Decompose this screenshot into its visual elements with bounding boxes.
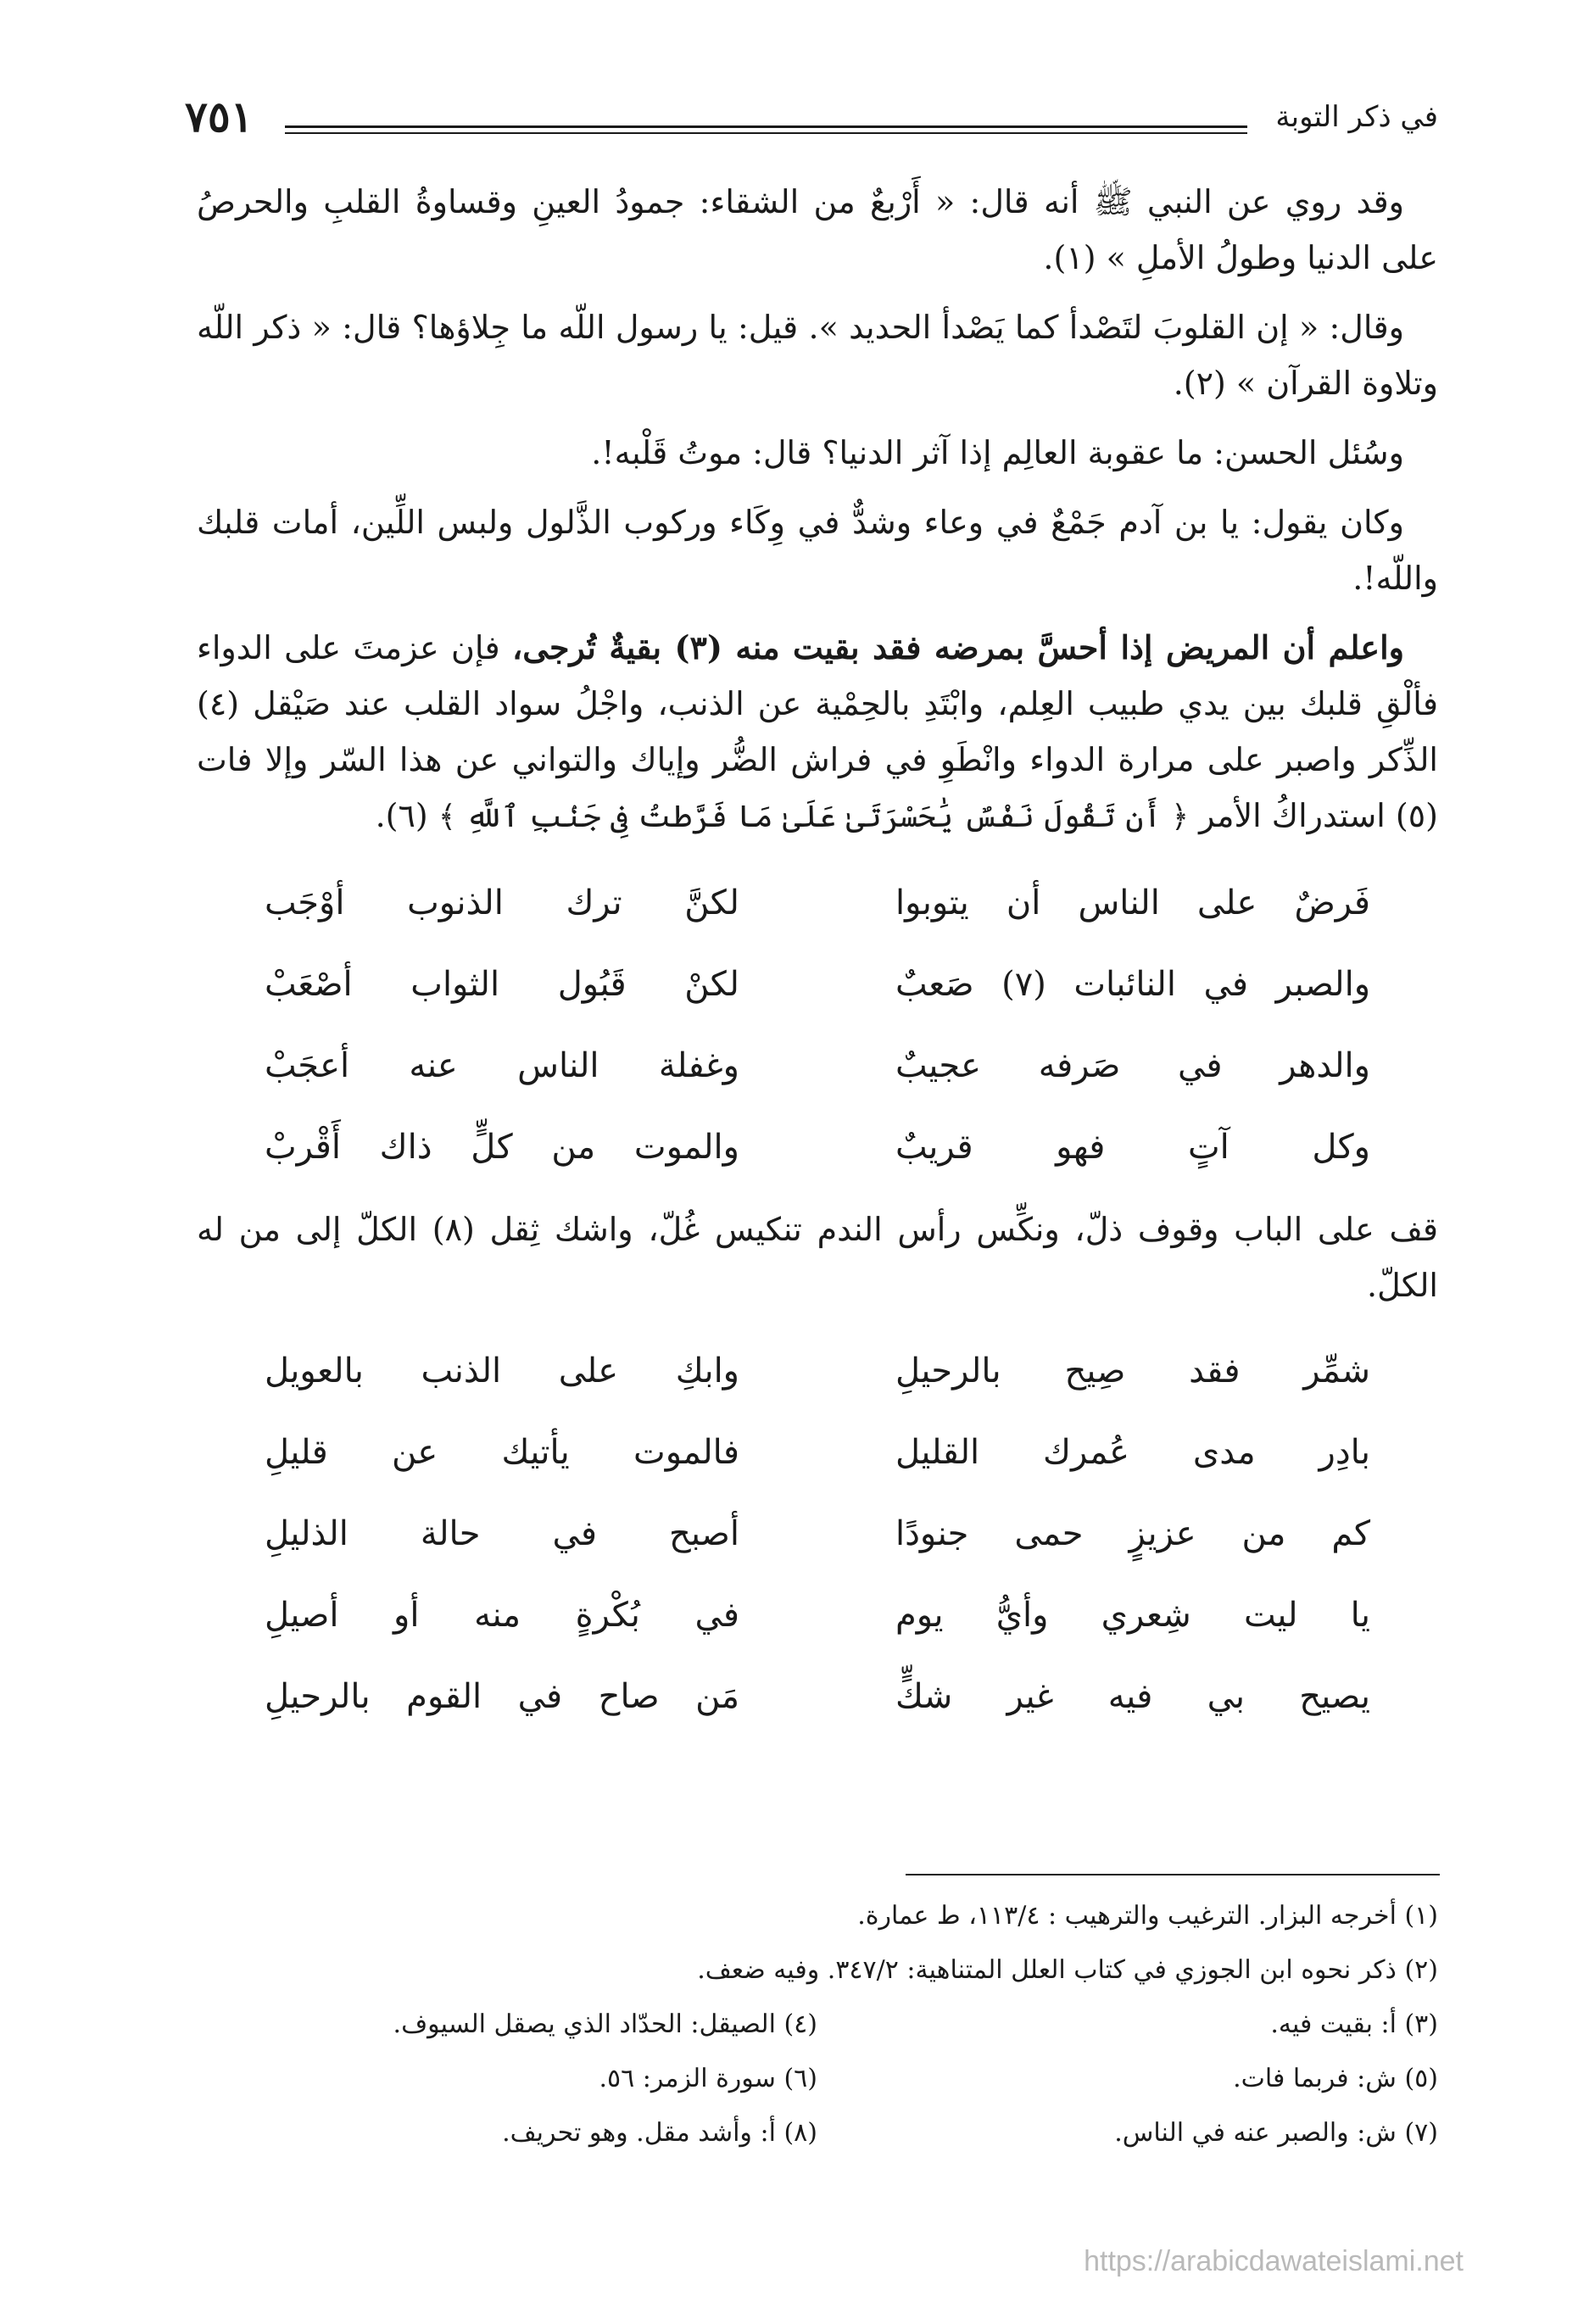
- footnote-row: [197, 1943, 1438, 1998]
- verse: [265, 944, 1370, 1025]
- paragraph-hadith-four: وقد روي عن النبي ﷺ أنه قال: « أَرْبعٌ من الشقاء: جمودُ العينِ وقساوةُ القلبِ والحرصُ على الدنيا وطولُ الأملِ » (١).: [197, 183, 1438, 276]
- footnote-separator: [906, 1874, 1440, 1875]
- verse: [265, 862, 1370, 944]
- verse-first-hemistich: يا ليت شِعري وأيُّ يوم: [895, 1596, 1370, 1635]
- verse-first-hemistich: والصبر في النائبات (٧) صَعبٌ: [895, 965, 1371, 1004]
- verse-second-hemistich: في بُكْرةٍ منه أو أصيلِ: [265, 1596, 739, 1635]
- verse-first-hemistich: يصيح بي فيه غير شكٍّ: [895, 1677, 1370, 1716]
- footnote-5: (٥) ش: فربما فات.: [1233, 2064, 1438, 2093]
- verse-second-hemistich: وغفلة الناس عنه أعجَبْ: [265, 1046, 739, 1085]
- verse-second-hemistich: والموت من كلٍّ ذاك أَقْربْ: [265, 1128, 739, 1167]
- verse-second-hemistich: أصبح في حالة الذليلِ: [265, 1514, 739, 1553]
- verse-first-hemistich: بادِر مدى عُمرك القليل: [895, 1433, 1370, 1472]
- verse-second-hemistich: لكنَّ ترك الذنوب أوْجَب: [265, 883, 739, 922]
- verse-first-hemistich: وكل آتٍ فهو قريبٌ: [895, 1128, 1370, 1167]
- quran-verse: ﴿ أَن تَقُولَ نَفْسٌ يَٰحَسْرَتَىٰ عَلَىٰ مَا فَرَّطتُ فِى جَنۢبِ ٱللَّهِ ﴾: [438, 800, 1190, 834]
- verse: [265, 1493, 1370, 1574]
- verse-first-hemistich: شمِّر فقد صِيح بالرحيلِ: [895, 1351, 1370, 1390]
- chapter-title: في ذكر التوبة: [1275, 100, 1438, 134]
- verse: [265, 1330, 1370, 1412]
- footnote-7: (٧) ش: والصبر عنه في الناس.: [1114, 2118, 1438, 2148]
- paragraph-hasan-saying: وكان يقول: يا بن آدم جَمْعٌ في وعاء وشدٌّ في وِكَاء وركوب الذَّلول ولبس اللِّين، أمات قلبك واللّه!.: [197, 504, 1438, 597]
- footnotes: [197, 1889, 1438, 2160]
- verse-second-hemistich: مَن صاح في القوم بالرحيلِ: [265, 1677, 739, 1716]
- paragraph-body: فإن عزمتَ على الدواء فألْقِ قلبك بين يدي طبيب العِلم، وابْتَدِ بالحِمْية عن الذنب، واجْلُ سواد القلب عند صَيْقل (٤) الذِّكر واصبر على مرارة الدواء وانْطَوِ في فراش الضُّر وإياك والتواني عن هذا السّر وإلا فات (٥) استدراكُ الأمر: [197, 629, 1438, 834]
- paragraph-lead: واعلم أن المريض إذا أحسَّ بمرضه فقد بقيت منه (٣) بقيةٌ تُرجى،: [512, 628, 1404, 666]
- header-rule-thin: [285, 132, 1247, 134]
- verse-first-hemistich: فَرضٌ على الناس أن يتوبوا: [895, 883, 1370, 922]
- header-rule: [285, 125, 1247, 128]
- verse-second-hemistich: لكنْ قَبُول الثواب أصْعَبْ: [265, 965, 739, 1004]
- verse-second-hemistich: وابكِ على الذنب بالعويل: [265, 1351, 739, 1390]
- footnote-4: (٤) الصيقل: الحدّاد الذي يصقل السيوف.: [393, 2009, 817, 2039]
- verse: [265, 1025, 1370, 1106]
- paragraph-stand-at-door: قف على الباب وقوف ذلّ، ونكِّس رأس الندم تنكيس غُلّ، واشك ثِقل (٨) الكلّ إلى من له الكلّ.: [197, 1211, 1438, 1304]
- verse: [265, 1412, 1370, 1493]
- footnote-1: (١) أخرجه البزار. الترغيب والترهيب : ١١٣/٤، ط عمارة.: [857, 1901, 1438, 1931]
- page-number: ٧٥١: [185, 92, 254, 142]
- footnote-row: [197, 2106, 1438, 2160]
- footnote-row: [197, 1998, 1438, 2052]
- poem-departure: [197, 1330, 1438, 1737]
- verse-second-hemistich: فالموت يأتيك عن قليلِ: [265, 1433, 739, 1472]
- footnote-2: (٢) ذكر نحوه ابن الجوزي في كتاب العلل المتناهية: ٣٤٧/٢. وفيه ضعف.: [697, 1955, 1438, 1985]
- main-text: [197, 174, 1438, 1751]
- paragraph-hasan-question: وسُئل الحسن: ما عقوبة العالِم إذا آثر الدنيا؟ قال: موتُ قَلْبه!.: [591, 434, 1404, 471]
- footnote-row: [197, 1889, 1438, 1943]
- footnote-row: [197, 2052, 1438, 2106]
- verse-first-hemistich: كم من عزيزٍ حمى جنودًا: [895, 1514, 1370, 1553]
- paragraph-hearts-rust: وقال: « إن القلوبَ لتَصْدأ كما يَصْدأ الحديد ». قيل: يا رسول اللّه ما جِلاؤها؟ قال: « ذكر اللّه وتلاوة القرآن » (٢).: [197, 309, 1438, 402]
- verse: [265, 1574, 1370, 1656]
- paragraph-sick-heart: [197, 620, 1438, 845]
- footnote-6: (٦) سورة الزمر: ٥٦.: [599, 2064, 817, 2093]
- footnote-8: (٨) أ: وأشد مقل. وهو تحريف.: [502, 2118, 817, 2148]
- watermark-url: https://arabicdawateislami.net: [1084, 2245, 1464, 2277]
- footnote-ref: (٦).: [375, 797, 438, 834]
- footnote-3: (٣) أ: بقيت فيه.: [1270, 2009, 1438, 2039]
- verse: [265, 1656, 1370, 1737]
- verse: [265, 1106, 1370, 1188]
- verse-first-hemistich: والدهر في صَرفه عجيبٌ: [895, 1046, 1370, 1085]
- poem-repentance: [197, 862, 1438, 1188]
- running-header: [185, 92, 1438, 159]
